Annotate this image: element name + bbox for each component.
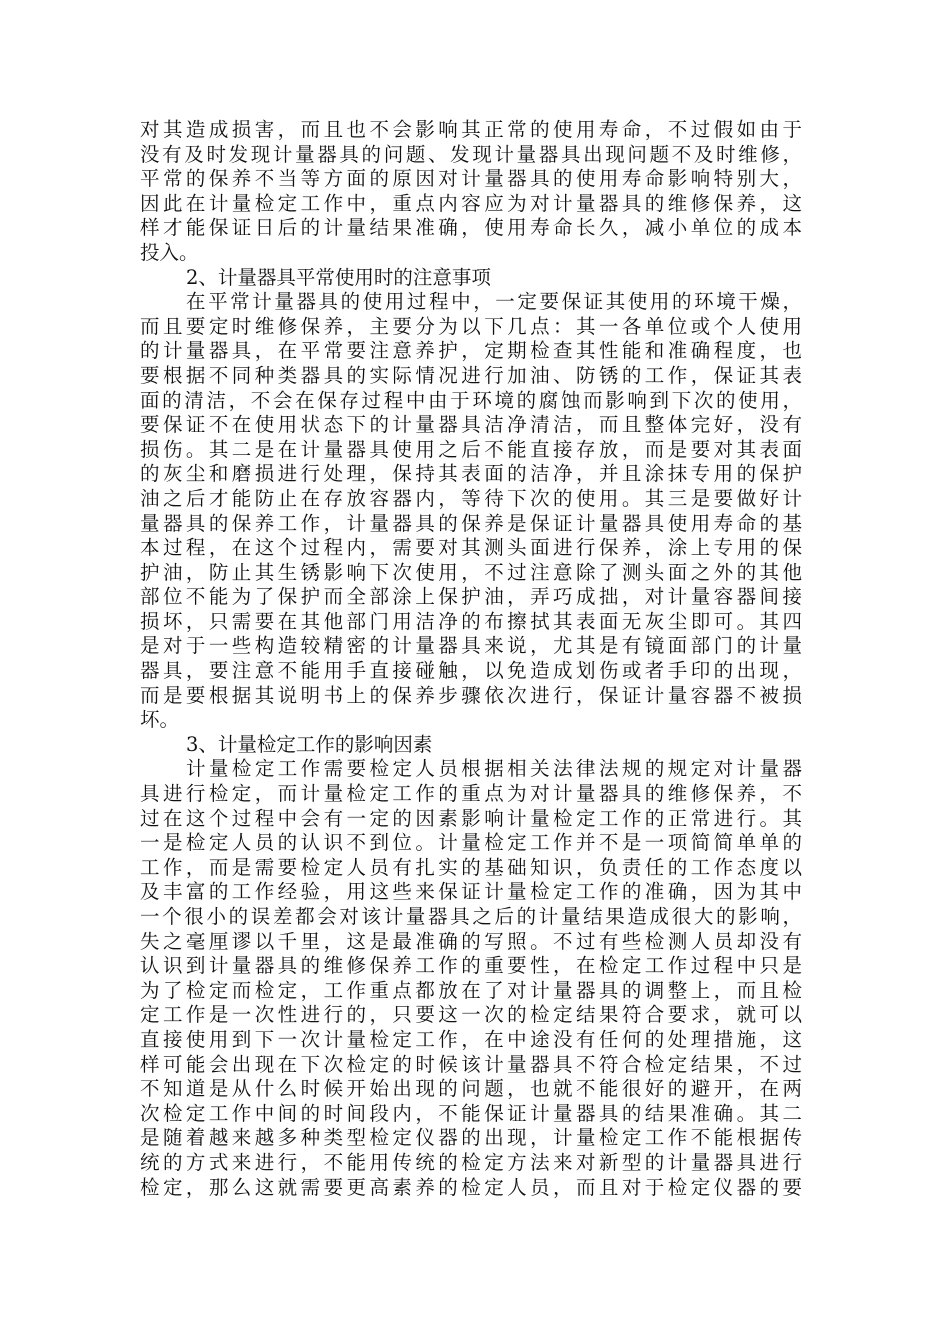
text-line: 量器具的保养工作，计量器具的保养是保证计量器具使用寿命的基	[140, 511, 802, 535]
text-line: 检定，那么这就需要更高素养的检定人员，而且对于检定仪器的要	[140, 1175, 802, 1199]
text-line: 坏。	[140, 708, 180, 732]
text-line: 要保证不在使用状态下的计量器具洁净清洁，而且整体完好，没有	[140, 413, 802, 437]
text-line: 油之后才能防止在存放容器内，等待下次的使用。其三是要做好计	[140, 486, 802, 510]
text-line: 器具，要注意不能用手直接碰触，以免造成划伤或者手印的出现，	[140, 659, 802, 683]
text-line: 是随着越来越多种类型检定仪器的出现，计量检定工作不能根据传	[140, 1126, 802, 1150]
text-line: 失之毫厘谬以千里，这是最准确的写照。不过有些检测人员却没有	[140, 929, 802, 953]
text-line: 因此在计量检定工作中，重点内容应为对计量器具的维修保养，这	[140, 191, 802, 215]
text-line: 而且要定时维修保养，主要分为以下几点：其一各单位或个人使用	[140, 314, 802, 338]
text-line: 是对于一些构造较精密的计量器具来说，尤其是有镜面部门的计量	[140, 634, 802, 658]
text-line: 为了检定而检定，工作重点都放在了对计量器具的调整上，而且检	[140, 978, 802, 1002]
text-line: 工作，而是需要检定人员有扎实的基础知识，负责任的工作态度以	[140, 855, 802, 879]
text-line: 投入。	[140, 240, 199, 264]
text-line: 的灰尘和磨损进行处理，保持其表面的洁净，并且涂抹专用的保护	[140, 462, 802, 486]
text-line: 不知道是从什么时候开始出现的问题，也就不能很好的避开，在两	[140, 1077, 802, 1101]
text-line: 而是要根据其说明书上的保养步骤依次进行，保证计量容器不被损	[140, 683, 802, 707]
text-line: 直接使用到下一次计量检定工作，在中途没有任何的处理措施，这	[140, 1027, 802, 1051]
section-heading-2: 2、计量器具平常使用时的注意事项	[186, 265, 491, 289]
section-heading-3: 3、计量检定工作的影响因素	[186, 732, 433, 756]
text-line: 对其造成损害，而且也不会影响其正常的使用寿命，不过假如由于	[140, 118, 802, 141]
text-line: 损伤。其二是在计量器具使用之后不能直接存放，而是要对其表面	[140, 437, 802, 461]
text-line: 在平常计量器具的使用过程中，一定要保证其使用的环境干燥，	[186, 290, 802, 314]
text-line: 定工作是一次性进行的，只要这一次的检定结果符合要求，就可以	[140, 1003, 802, 1027]
text-line: 计量检定工作需要检定人员根据相关法律法规的规定对计量器	[186, 757, 802, 781]
text-line: 一是检定人员的认识不到位。计量检定工作并不是一项简简单单的	[140, 831, 802, 855]
paragraph-usage-notes	[140, 290, 802, 733]
text-line: 损坏，只需要在其他部门用洁净的布擦拭其表面无灰尘即可。其四	[140, 609, 802, 633]
text-line: 的计量器具，在平常要注意养护，定期检查其性能和准确程度，也	[140, 339, 802, 363]
text-line: 样可能会出现在下次检定的时候该计量器具不符合检定结果，不过	[140, 1052, 802, 1076]
text-line: 平常的保养不当等方面的原因对计量器具的使用寿命影响特别大，	[140, 167, 802, 191]
text-line: 次检定工作中间的时间段内，不能保证计量器具的结果准确。其二	[140, 1101, 802, 1125]
paragraph-continuation	[140, 118, 802, 266]
text-line: 护油，防止其生锈影响下次使用，不过注意除了测头面之外的其他	[140, 560, 802, 584]
text-line: 具进行检定，而计量检定工作的重点为对计量器具的维修保养，不	[140, 782, 802, 806]
text-line: 没有及时发现计量器具的问题、发现计量器具出现问题不及时维修，	[140, 142, 802, 166]
document-page	[140, 118, 802, 1200]
text-line: 一个很小的误差都会对该计量器具之后的计量结果造成很大的影响，	[140, 905, 802, 928]
paragraph-influencing-factors	[140, 757, 802, 1200]
text-line: 面的清洁，不会在保存过程中由于环境的腐蚀而影响到下次的使用，	[140, 388, 802, 412]
text-line: 统的方式来进行，不能用传统的检定方法来对新型的计量器具进行	[140, 1150, 802, 1174]
text-line: 及丰富的工作经验，用这些来保证计量检定工作的准确，因为其中	[140, 880, 802, 904]
text-line: 认识到计量器具的维修保养工作的重要性，在检定工作过程中只是	[140, 954, 802, 978]
text-line: 过在这个过程中会有一定的因素影响计量检定工作的正常进行。其	[140, 806, 802, 830]
text-line: 本过程，在这个过程内，需要对其测头面进行保养，涂上专用的保	[140, 536, 802, 560]
text-line: 要根据不同种类器具的实际情况进行加油、防锈的工作，保证其表	[140, 363, 802, 387]
text-line: 样才能保证日后的计量结果准确，使用寿命长久，减小单位的成本	[140, 216, 802, 240]
text-line: 部位不能为了保护而全部涂上保护油，弄巧成拙，对计量容器间接	[140, 585, 802, 609]
